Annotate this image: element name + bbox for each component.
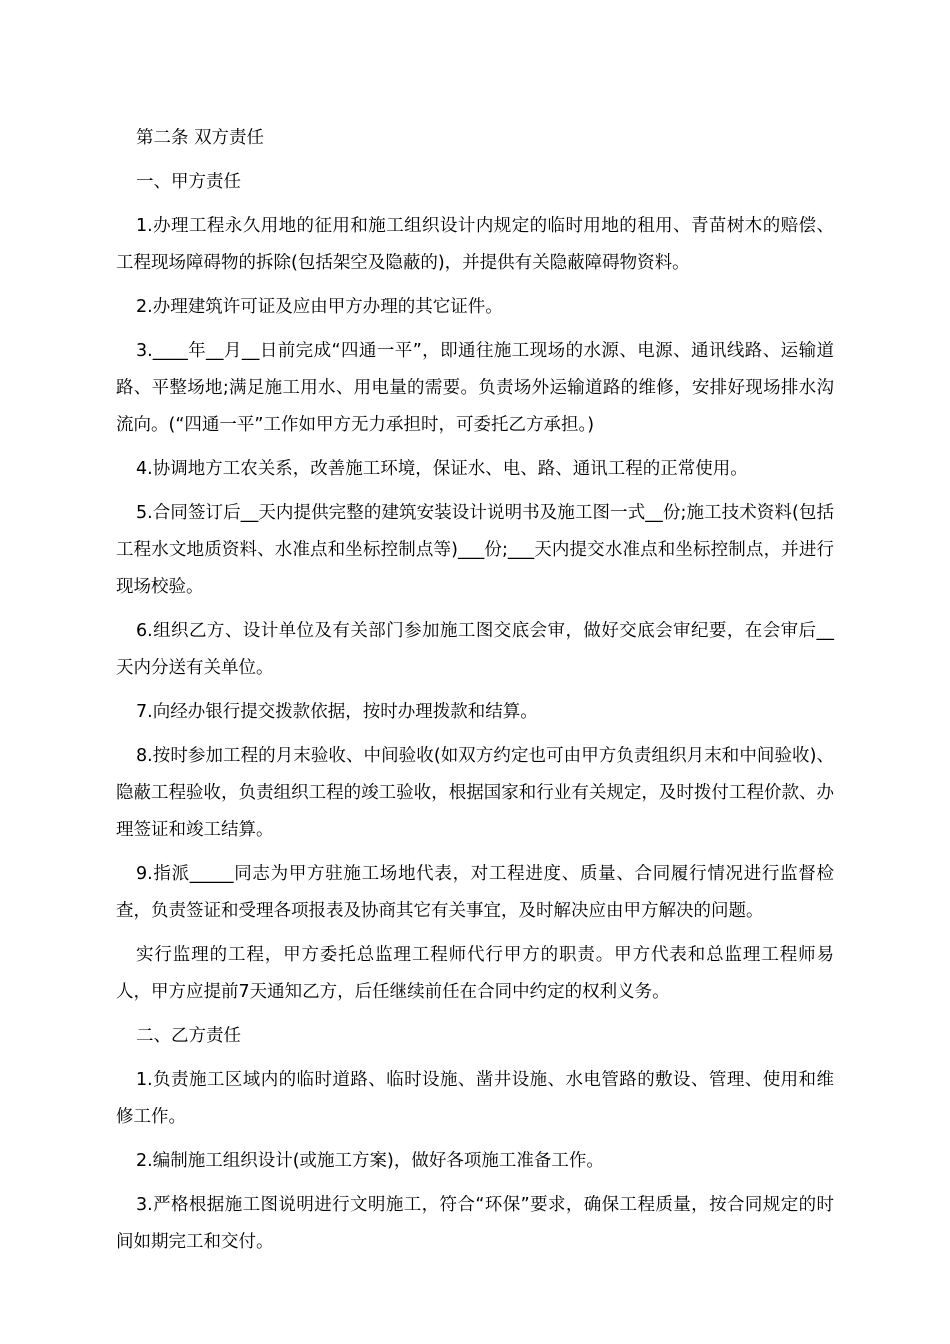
party-a-clause-7: 7.向经办银行提交拨款依据，按时办理拨款和结算。	[136, 702, 538, 722]
party-b-clause-2: 2.编制施工组织设计(或施工方案)，做好各项施工准备工作。	[136, 1151, 604, 1171]
party-a-clause-1: 1.办理工程永久用地的征用和施工组织设计内规定的临时用地的租用、青苗树木的赔偿、工程现场障碍物的拆除(包括架空及隐蔽的)，并提供有关隐蔽障碍物资料。	[116, 216, 834, 273]
party-a-clause-3: 3.____年__月__日前完成“四通一平”，即通往施工现场的水源、电源、通讯线路、运输道路、平整场地;满足施工用水、用电量的需要。负责场外运输道路的维修，安排好现场排水沟流向。(“四通一平”工作如甲方无力承担时，可委托乙方承担。)	[116, 341, 834, 435]
section-heading-party-a: 一、甲方责任	[136, 172, 241, 192]
party-a-clause-9: 9.指派_____同志为甲方驻施工场地代表，对工程进度、质量、合同履行情况进行监督检查，负责签证和受理各项报表及协商其它有关事宜，及时解决应由甲方解决的问题。	[116, 864, 834, 921]
party-a-clause-6: 6.组织乙方、设计单位及有关部门参加施工图交底会审，做好交底会审纪要，在会审后__天内分送有关单位。	[116, 621, 834, 678]
supervision-note: 实行监理的工程，甲方委托总监理工程师代行甲方的职责。甲方代表和总监理工程师易人，甲方应提前7天通知乙方，后任继续前任在合同中约定的权利义务。	[116, 945, 834, 1002]
article-heading: 第二条 双方责任	[136, 128, 265, 148]
party-a-clause-2: 2.办理建筑许可证及应由甲方办理的其它证件。	[136, 297, 503, 317]
party-a-clause-5: 5.合同签订后__天内提供完整的建筑安装设计说明书及施工图一式__份;施工技术资料(包括工程水文地质资料、水准点和坐标控制点等)___份;___天内提交水准点和坐标控制点，并进行现场校验。	[116, 503, 834, 597]
party-b-clause-3: 3.严格根据施工图说明进行文明施工，符合“环保”要求，确保工程质量，按合同规定的时间如期完工和交付。	[116, 1195, 834, 1252]
document-body	[116, 120, 834, 1268]
party-a-clause-4: 4.协调地方工农关系，改善施工环境，保证水、电、路、通讯工程的正常使用。	[136, 459, 748, 479]
section-heading-party-b: 二、乙方责任	[136, 1026, 241, 1046]
party-a-clause-8: 8.按时参加工程的月末验收、中间验收(如双方约定也可由甲方负责组织月末和中间验收)、隐蔽工程验收，负责组织工程的竣工验收，根据国家和行业有关规定，及时拨付工程价款、办理签证和竣工结算。	[116, 746, 834, 840]
party-b-clause-1: 1.负责施工区域内的临时道路、临时设施、凿井设施、水电管路的敷设、管理、使用和维修工作。	[116, 1070, 834, 1127]
